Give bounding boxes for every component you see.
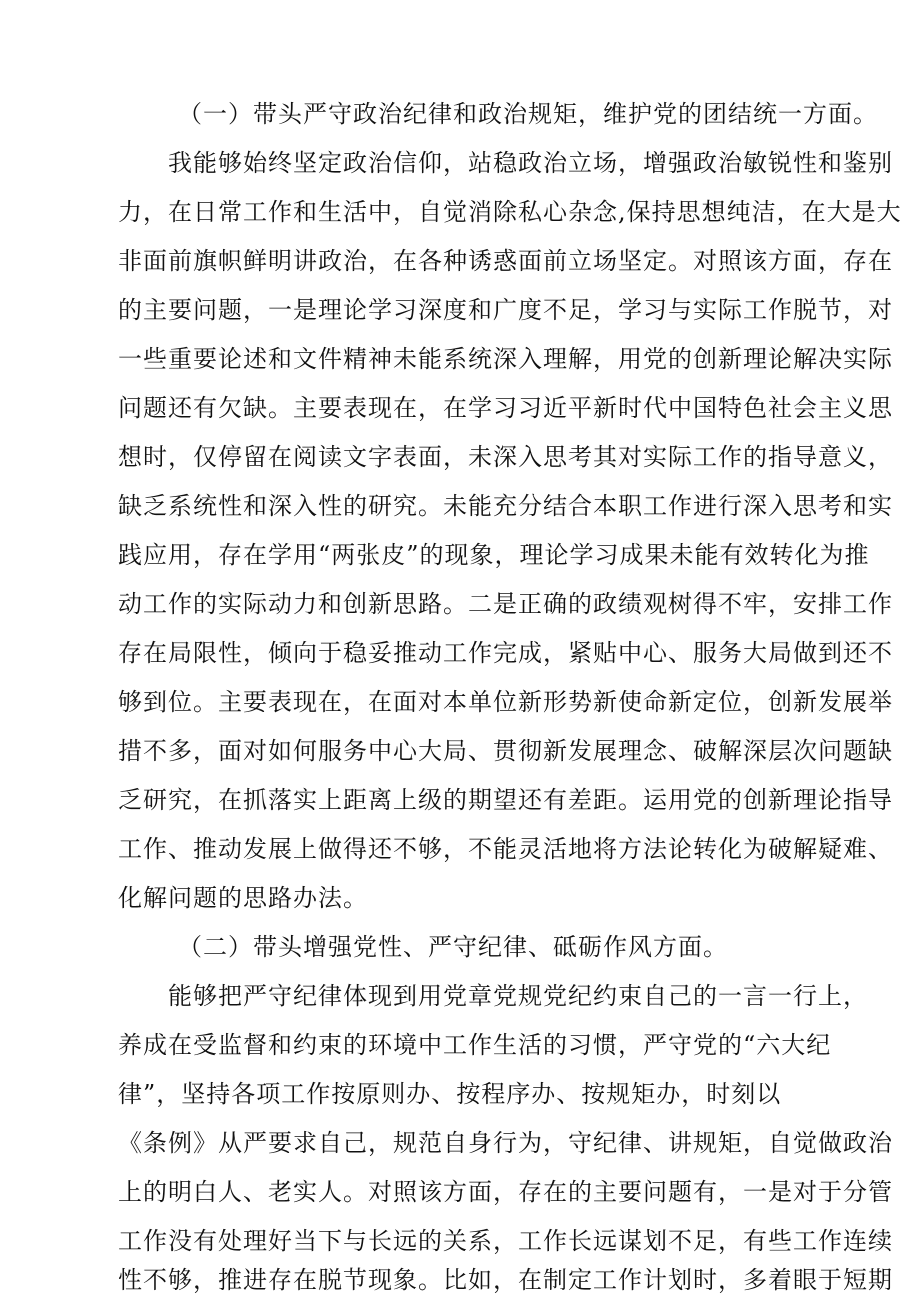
text-line: 乏研究，在抓落实上距离上级的期望还有差距。运用党的创新理论指导 [118, 786, 893, 814]
text-line: 上的明白人、老实人。对照该方面，存在的主要问题有，一是对于分管 [118, 1178, 893, 1206]
text-line: 非面前旗帜鲜明讲政治，在各种诱惑面前立场坚定。对照该方面，存在 [118, 247, 893, 275]
text-line: 工作没有处理好当下与长远的关系，工作长远谋划不足，有些工作连续 [118, 1227, 893, 1255]
text-line: 一些重要论述和文件精神未能系统深入理解，用党的创新理论解决实际 [118, 345, 893, 373]
text-line: 践应用，存在学用“两张皮”的现象，理论学习成果未能有效转化为推 [118, 541, 870, 569]
text-line: 想时，仅停留在阅读文字表面，未深入思考其对实际工作的指导意义， [118, 443, 893, 471]
text-line: 力，在日常工作和生活中，自觉消除私心杂念,保持思想纯洁，在大是大 [118, 198, 902, 226]
text-line: 够到位。主要表现在，在面对本单位新形势新使命新定位，创新发展举 [118, 688, 893, 716]
text-line: 化解问题的思路办法。 [118, 884, 368, 912]
text-line: 动工作的实际动力和创新思路。二是正确的政绩观树得不牢，安排工作 [118, 590, 893, 618]
text-line: 我能够始终坚定政治信仰，站稳政治立场，增强政治敏锐性和鉴别 [168, 149, 893, 177]
text-line: 养成在受监督和约束的环境中工作生活的习惯，严守党的“六大纪 [118, 1031, 832, 1059]
text-line: 的主要问题，一是理论学习深度和广度不足，学习与实际工作脱节，对 [118, 296, 893, 324]
text-line: 缺乏系统性和深入性的研究。未能充分结合本职工作进行深入思考和实 [118, 492, 893, 520]
text-line: 措不多，面对如何服务中心大局、贯彻新发展理念、破解深层次问题缺 [118, 737, 893, 765]
text-line: 能够把严守纪律体现到用党章党规党纪约束自己的一言一行上， [168, 982, 868, 1010]
text-line: 性不够，推进存在脱节现象。比如，在制定工作计划时，多着眼于短期 [118, 1266, 893, 1294]
text-line: 问题还有欠缺。主要表现在，在学习习近平新时代中国特色社会主义思 [118, 394, 893, 422]
text-line: 存在局限性，倾向于稳妥推动工作完成，紧贴中心、服务大局做到还不 [118, 639, 893, 667]
text-line: 《条例》从严要求自己，规范自身行为，守纪律、讲规矩，自觉做政治 [118, 1129, 893, 1157]
text-line: 律”，坚持各项工作按原则办、按程序办、按规矩办，时刻以 [118, 1080, 782, 1108]
text-line: （一）带头严守政治纪律和政治规矩，维护党的团结统一方面。 [178, 100, 878, 128]
section-heading: （二）带头增强党性、严守纪律、砥砺作风方面。 [178, 933, 728, 961]
text-line: 工作、推动发展上做得还不够，不能灵活地将方法论转化为破解疑难、 [118, 835, 893, 863]
